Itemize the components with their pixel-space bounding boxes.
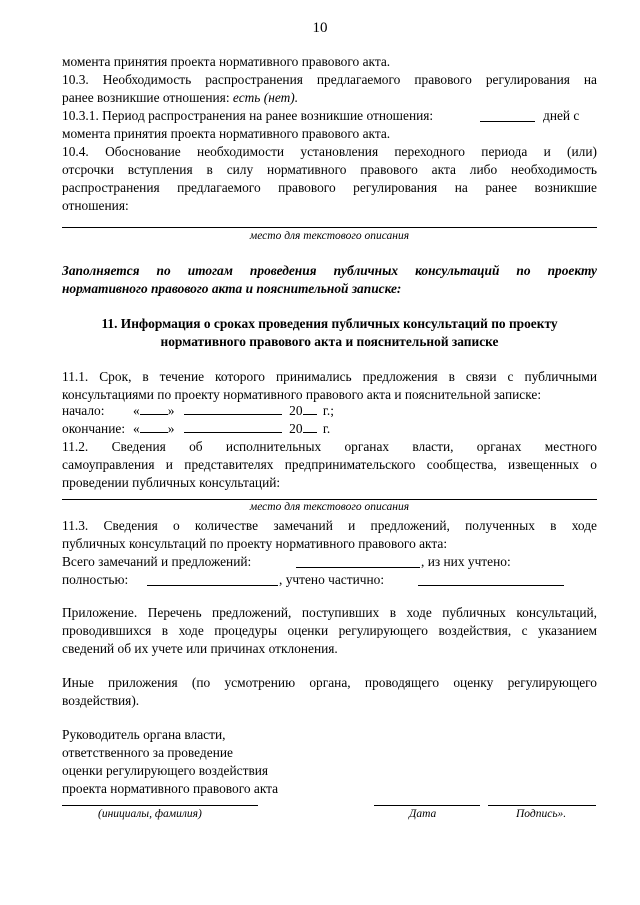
s11-p1-line-1: 11.1. Срок, в течение которого принимались предложения в связи с публичными [62, 369, 597, 384]
start-month-field [184, 402, 282, 415]
sign-caption: Подпись». [516, 808, 567, 820]
date-line [374, 805, 480, 806]
s10-line-3-text: ранее возникшие отношения: [62, 90, 233, 105]
partial-blank [418, 585, 564, 586]
sign-line [488, 805, 596, 806]
start-day-field [140, 402, 168, 415]
s10-line-3-italic: есть (нет). [232, 90, 299, 105]
s10-line-5: момента принятия проекта нормативного правового акта. [62, 126, 391, 141]
end-quote-close: » [167, 421, 175, 436]
end-month-field [184, 420, 282, 433]
start-year-field [303, 402, 317, 415]
s10-line-9: отношения: [62, 198, 129, 213]
start-year-suffix: г.; [322, 403, 334, 418]
signature-line-3: оценки регулирующего воздействия [62, 763, 269, 778]
s10-text-line [62, 227, 597, 228]
s11-p1-line-2: консультациями по проекту нормативного правового акта и пояснительной записке: [62, 387, 542, 402]
s11-p3-line-2: публичных консультаций по проекту нормативного правового акта: [62, 536, 448, 551]
s11-p3-line-1: 11.3. Сведения о количестве замечаний и предложений, полученных в ходе [62, 518, 597, 533]
s10-line-3 [62, 89, 597, 106]
s11-p2-line-2: самоуправления и представителях предпринимательского сообщества, извещенных о [62, 457, 597, 472]
end-year-field [303, 420, 317, 433]
start-label: начало: [62, 403, 105, 418]
end-label: окончание: [62, 421, 126, 436]
end-quote-open: « [133, 421, 140, 436]
appendix-line-2: проводившихся в ходе процедуры оценки регулирующего воздействия, с указанием [62, 623, 597, 638]
total-label: Всего замечаний и предложений: [62, 554, 252, 569]
signature-line-4: проекта нормативного правового акта [62, 781, 279, 796]
partial-label: , учтено частично: [279, 572, 385, 587]
appendix-line-1: Приложение. Перечень предложений, поступивших в ходе публичных консультаций, [62, 605, 597, 620]
s11-title-2: нормативного правового акта и пояснительной записке [160, 334, 499, 349]
end-year-suffix: г. [322, 421, 331, 436]
end-year-prefix: 20 [289, 421, 303, 436]
start-date [133, 402, 334, 419]
s10-days-label: дней с [543, 108, 580, 123]
page-number: 10 [312, 20, 328, 36]
date-caption: Дата [409, 808, 437, 820]
signature-line-2: ответственного за проведение [62, 745, 233, 760]
s10-line-7: отсрочки вступления в силу нормативного правового акта либо необходимость [62, 162, 597, 177]
other-line-2: воздействия). [62, 693, 140, 708]
other-line-1: Иные приложения (по усмотрению органа, проводящего оценку регулирующего [62, 675, 597, 690]
total-suffix: , из них учтено: [421, 554, 511, 569]
start-quote-open: « [133, 403, 140, 418]
note-line-2: нормативного правового акта и пояснительной записке: [62, 281, 402, 296]
s10-caption: место для текстового описания [249, 230, 410, 242]
end-date [133, 420, 330, 437]
s10-line-1: момента принятия проекта нормативного правового акта. [62, 54, 391, 69]
note-line-1: Заполняется по итогам проведения публичных консультаций по проекту [62, 263, 597, 278]
s11-p2-line-3: проведении публичных консультаций: [62, 475, 281, 490]
appendix-line-3: сведений об их учете или причинах отклонения. [62, 641, 338, 656]
s11-title-1: 11. Информация о сроках проведения публичных консультаций по проекту [101, 316, 558, 331]
total-blank [296, 567, 420, 568]
s11-caption: место для текстового описания [249, 501, 410, 513]
end-day-field [140, 420, 168, 433]
initials-line [62, 805, 258, 806]
signature-line-1: Руководитель органа власти, [62, 727, 226, 742]
s11-text-line [62, 499, 597, 500]
s10-line-8: распространения предлагаемого правового регулирования на ранее возникшие [62, 180, 597, 195]
s10-line-6: 10.4. Обоснование необходимости установления переходного периода и (или) [62, 144, 597, 159]
start-quote-close: » [167, 403, 175, 418]
s10-period-blank [480, 121, 535, 122]
start-year-prefix: 20 [289, 403, 303, 418]
full-label: полностью: [62, 572, 129, 587]
full-blank [147, 585, 278, 586]
s10-line-2: 10.3. Необходимость распространения предлагаемого правового регулирования на [62, 72, 597, 87]
s10-period-label: 10.3.1. Период распространения на ранее возникшие отношения: [62, 108, 434, 123]
initials-caption: (инициалы, фамилия) [98, 808, 202, 820]
s11-p2-line-1: 11.2. Сведения об исполнительных органах власти, органах местного [62, 439, 597, 454]
